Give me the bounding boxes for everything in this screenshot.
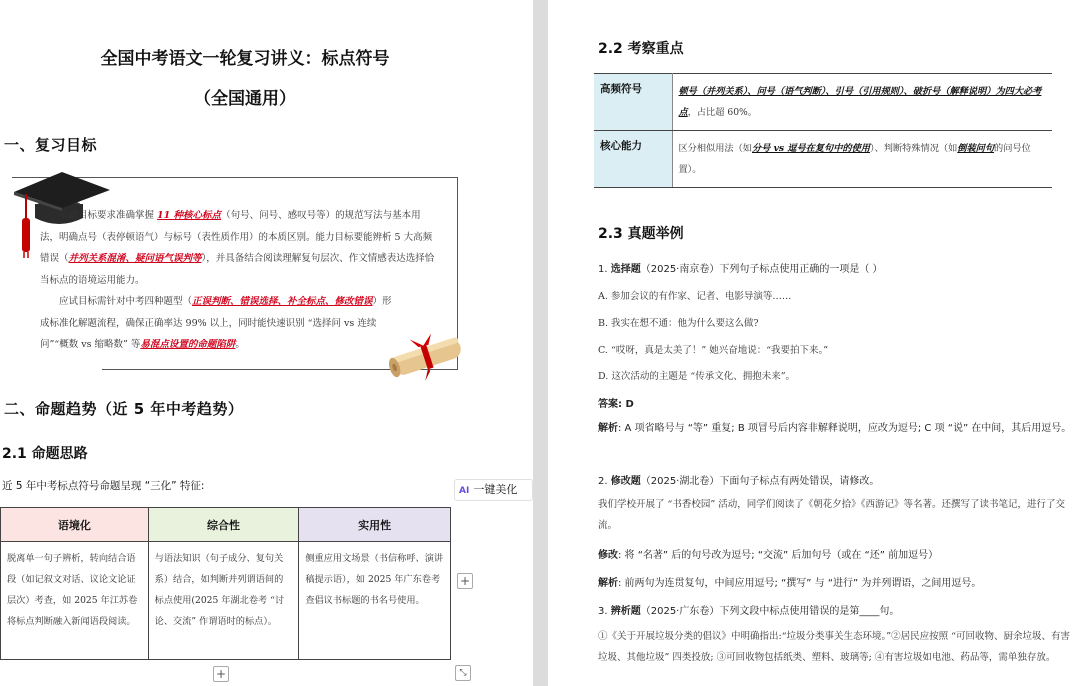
analysis-text: : 前两句为连贯复句，中间应用逗号; “撰写” 与 “进行” 为并列谓语，之间用逗号。 [618, 578, 982, 589]
trend-table [0, 507, 451, 660]
option-d: D. 这次活动的主题是 “传承文化、拥抱未来”。 [598, 371, 796, 382]
table-cell: 脱离单一句子辨析，转向结合语段（如记叙文对话、议论文论证层次）考查，如 2025 年江苏卷将标点判断融入新闻语段阅读。 [1, 542, 149, 660]
goal-text-run: ）形成标准化解题流程，确保正确率达 99% 以上，同时能快速识别 “选择问 vs 连续问”“概数 vs 缩略数” 等 [40, 296, 392, 350]
focus-highlight: 分号 vs 逗号在复句中的使用 [752, 143, 870, 154]
table-row [1, 542, 451, 660]
question-3 [598, 602, 899, 617]
trend-intro: 近 5 年中考标点符号命题呈现 “三化” 特征: [2, 480, 205, 492]
table-cell: 侧重应用文场景（书信称呼、演讲稿提示语），如 2025 年广东卷考查倡议书标题的书名号使用。 [299, 542, 451, 660]
analysis-label: 解析 [598, 578, 618, 589]
table-row [594, 131, 1052, 188]
question-stem: （2025·湖北卷）下面句子标点有两处错误，请修改。 [640, 476, 880, 487]
document-subtitle: （全国通用） [194, 89, 296, 109]
question-number: 2. [598, 476, 611, 487]
ai-beautify-label: 一键美化 [473, 483, 518, 496]
document-page-right [548, 0, 1080, 686]
analysis-label: 解析 [598, 423, 618, 434]
goal-highlight: 并列关系混淆、疑问语气误判等 [68, 253, 202, 264]
goal-text [40, 205, 438, 356]
diploma-scroll-icon [384, 333, 470, 381]
option-b: B. 我实在想不通：他为什么要这么做? [598, 318, 759, 329]
table-header-cell: 综合性 [148, 508, 299, 542]
focus-highlight: 倒装问句 [957, 143, 995, 154]
option-c: C. “哎呀，真是太美了！” 她兴奋地说：“我要拍下来。” [598, 345, 829, 356]
question-stem: （2025·南京卷）下列句子标点使用正确的一项是（ ） [640, 264, 883, 275]
add-column-button[interactable]: + [457, 573, 473, 589]
heading-trend: 二、命题趋势（近 5 年中考趋势） [4, 400, 244, 418]
goal-text-run: ），并具备结合阅读理解复句层次、作文情感表达选择恰当标点的语境运用能力。 [40, 253, 435, 286]
question-type: 选择题 [610, 264, 641, 275]
focus-value [672, 74, 1052, 131]
ai-beautify-button[interactable] [454, 479, 533, 501]
heading-review-goals: 一、复习目标 [4, 136, 98, 154]
focus-value [672, 131, 1052, 188]
answer-label: 答案 [598, 399, 618, 410]
table-header-cell: 实用性 [299, 508, 451, 542]
focus-highlight: 顿号（并列关系）、问号（语气判断）、引号（引用规则）、破折号（解释说明）为四大必考点 [678, 86, 1042, 118]
focus-key: 核心能力 [594, 131, 672, 188]
focus-table [594, 73, 1052, 188]
answer-value: : D [618, 399, 634, 410]
goal-text-run: 应试目标需针对中考四种题型（ [59, 296, 193, 307]
fix-text: : 将 “名著” 后的句号改为逗号; “交流” 后加句号（或在 “还” 前加逗号） [618, 550, 939, 561]
table-header-cell: 语境化 [1, 508, 149, 542]
add-row-button[interactable]: + [213, 666, 229, 682]
option-a: A. 参加会议的有作家、记者、电影导演等…… [598, 291, 792, 302]
fix-label: 修改 [598, 550, 618, 561]
table-cell: 与语法知识（句子成分、复句关系）结合，如判断并列谓语间的标点使用(2025 年湖北卷考 “讨论、交流” 作谓语时的标点）。 [148, 542, 299, 660]
document-title: 全国中考语文一轮复习讲义：标点符号 [100, 49, 390, 69]
focus-text: ）、判断特殊情况（如 [869, 143, 958, 154]
heading-approach: 2.1 命题思路 [2, 446, 88, 462]
analysis-2 [598, 574, 981, 589]
analysis-text: : A 项省略号与 “等” 重复; B 项冒号后内容非解释说明，应改为逗号; C 项 “说” 在中间，其后用逗号。 [618, 423, 1072, 434]
question-type: 辨析题 [610, 606, 641, 617]
focus-text: ，占比超 60%。 [687, 107, 757, 118]
goal-highlight: 11 种核心标点 [157, 210, 222, 221]
goal-text-run: 。 [235, 339, 245, 350]
question-2-text: 我们学校开展了 “书香校园” 活动，同学们阅读了《朝花夕拾》《西游记》等名著。还撰写了读书笔记，进行了交流。 [598, 499, 1066, 531]
goal-text-run: （句号、问号、感叹号等）的规范写法与基本用法，明确点号（表停顿语气）与标号（表性质作用）的本质区别。能力目标要能辨析 5 大高频错误（ [40, 210, 433, 264]
question-stem: （2025·广东卷）下列文段中标点使用错误的是第____句。 [640, 606, 900, 617]
question-3-text: ①《关于开展垃圾分类的倡议》中明确指出:“垃圾分类事关生态环境。”②居民应按照 “可回收物、厨余垃圾、有害垃圾、其他垃圾” 四类投放; ③可回收物包括纸类、塑料、玻璃等; ④有害垃圾如电池、药品等，需单独存放。 [598, 631, 1071, 663]
table-resize-handle-icon[interactable]: ⤡ [455, 665, 471, 681]
question-1 [598, 260, 883, 275]
focus-text: 区分相似用法（如 [678, 143, 752, 154]
question-type: 修改题 [610, 476, 641, 487]
goal-text-run: 基础目标要求准确掌握 [59, 210, 158, 221]
fix-2 [598, 546, 938, 561]
question-number: 1. [598, 264, 611, 275]
page-gutter [533, 0, 548, 686]
question-number: 3. [598, 606, 611, 617]
focus-text: 的问号位置）。 [678, 143, 1031, 175]
goal-highlight: 易混点设置的命题陷阱 [140, 339, 236, 350]
table-header-row [1, 508, 451, 542]
heading-focus: 2.2 考察重点 [598, 41, 684, 57]
answer-1 [598, 395, 634, 410]
question-2 [598, 472, 879, 487]
table-row [594, 74, 1052, 131]
heading-examples: 2.3 真题举例 [598, 226, 684, 242]
ai-icon: AI [459, 486, 470, 496]
goal-highlight: 正误判断、错误选择、补全标点、修改错误 [192, 296, 373, 307]
document-page-left [0, 0, 533, 686]
focus-key: 高频符号 [594, 74, 672, 131]
analysis-1 [598, 418, 1072, 439]
